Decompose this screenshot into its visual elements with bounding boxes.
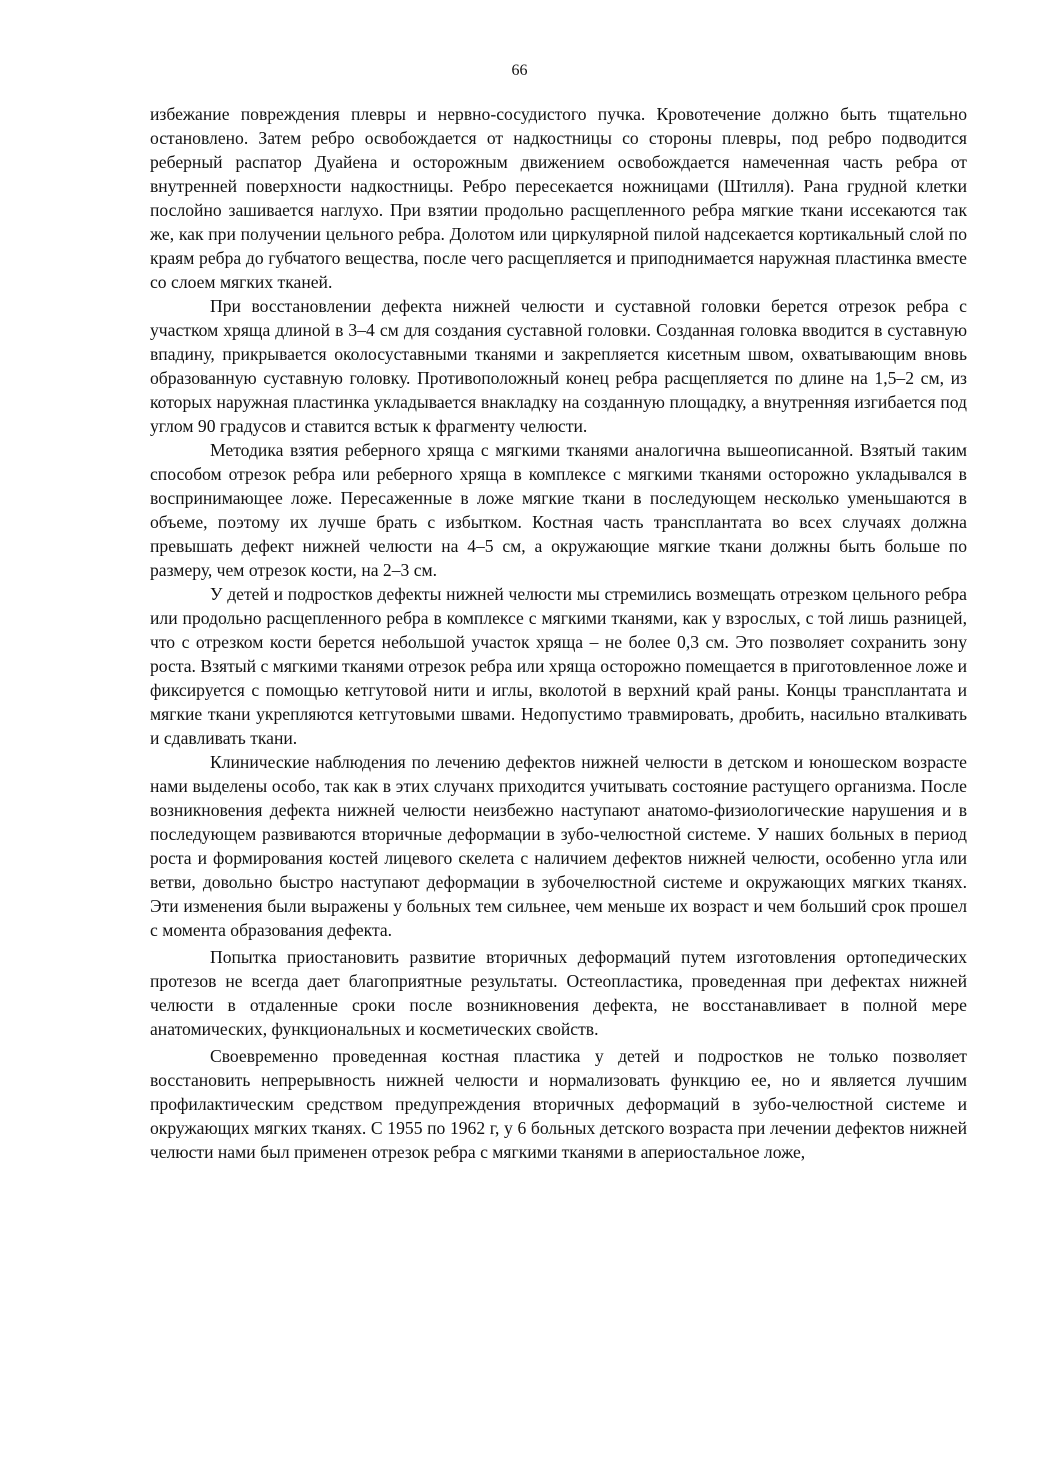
paragraph-6: Попытка приостановить развитие вторичных деформаций путем изготовления ортопедических протезов не всегда дает благоприятные результаты. Остеопластика, проведенная при дефектах нижней челюсти в отдаленные сроки после возникновения дефекта, не восстанавливает в полной мере анатомических, функциональных и косметических свойств.: [150, 947, 967, 1039]
page-number: 66: [511, 62, 528, 79]
paragraph-1: избежание повреждения плевры и нервно-сосудистого пучка. Кровотечение должно быть тщательно остановлено. Затем ребро освобождается от надкостницы со стороны плевры, под ребро подводится реберный распатор Дуайена и осторожным движением освобождается намеченная часть ребра от внутренней поверхности надкостницы. Ребро пересекается ножницами (Штилля). Рана грудной клетки послойно зашивается наглухо. При взятии продольно расщепленного ребра мягкие ткани иссекаются так же, как при получении цельного ребра. Долотом или циркулярной пилой надсекается кортикальный слой по краям ребра до губчатого вещества, после чего расщепляется и приподнимается наружная пластинка вместе со слоем мягких тканей.: [150, 104, 967, 292]
paragraph-7: Своевременно проведенная костная пластика у детей и подростков не только позволяет восстановить непрерывность нижней челюсти и нормализовать функцию ее, но и является лучшим профилактическим средством предупреждения вторичных деформаций в зубо-челюстной системе и окружающих мягких тканях. С 1955 по 1962 г, у 6 больных детского возраста при лечении дефектов нижней челюсти нами был применен отрезок ребра с мягкими тканями в апериостальное ложе,: [150, 1046, 967, 1162]
body-text: [150, 102, 967, 1164]
paragraph-4: У детей и подростков дефекты нижней челюсти мы стремились возмещать отрезком цельного ребра или продольно расщепленного ребра в комплексе с мягкими тканями, как у взрослых, с той лишь разницей, что с отрезком кости берется небольшой участок хряща – не более 0,3 см. Это позволяет сохранить зону роста. Взятый с мягкими тканями отрезок ребра или хряща осторожно помещается в приготовленное ложе и фиксируется с помощью кетгутовой нити и иглы, вколотой в верхний край раны. Концы трансплантата и мягкие ткани укрепляются кетгутовыми швами. Недопустимо травмировать, дробить, насильно вталкивать и сдавливать ткани.: [150, 584, 967, 748]
paragraph-5: Клинические наблюдения по лечению дефектов нижней челюсти в детском и юношеском возрасте нами выделены особо, так как в этих случанх приходится учитывать состояние растущего организма. После возникновения дефекта нижней челюсти неизбежно наступают анатомо-физиологические нарушения и в последующем развиваются вторичные деформации в зубо-челюстной системе. У наших больных в период роста и формирования костей лицевого скелета с наличием дефектов нижней челюсти, особенно угла или ветви, довольно быстро наступают деформации в зубочелюстной системе и окружающих мягких тканях. Эти изменения были выражены у больных тем сильнее, чем меньше их возраст и чем больший срок прошел с момента образования дефекта.: [150, 752, 967, 940]
paragraph-3: Методика взятия реберного хряща с мягкими тканями аналогична вышеописанной. Взятый таким способом отрезок ребра или реберного хряща в комплексе с мягкими тканями осторожно укладывался в воспринимающее ложе. Пересаженные в ложе мягкие ткани в последующем несколько уменьшаются в объеме, поэтому их лучше брать с избытком. Костная часть трансплантата во всех случаях должна превышать дефект нижней челюсти на 4–5 см, а окружающие мягкие ткани должны быть больше по размеру, чем отрезок кости, на 2–3 см.: [150, 440, 967, 580]
paragraph-2: При восстановлении дефекта нижней челюсти и суставной головки берется отрезок ребра с участком хряща длиной в 3–4 см для создания суставной головки. Созданная головка вводится в суставную впадину, прикрывается околосуставными тканями и закрепляется кисетным швом, охватывающим вновь образованную суставную головку. Противоположный конец ребра расщепляется по длине на 1,5–2 см, из которых наружная пластинка укладывается внакладку на созданную площадку, а внутренняя изгибается под углом 90 градусов и ставится встык к фрагменту челюсти.: [150, 296, 967, 436]
